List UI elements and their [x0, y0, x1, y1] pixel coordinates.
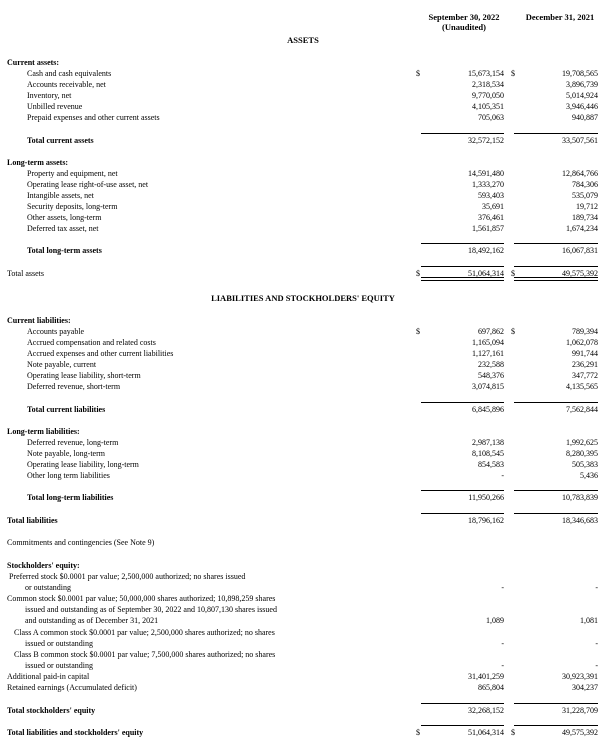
- value-2022: 18,492,162: [468, 246, 504, 255]
- value-2021: 30,923,391: [562, 672, 598, 681]
- value-2021: 4,135,565: [566, 382, 598, 391]
- value-2021: 784,306: [572, 180, 598, 189]
- currency-sign: $: [511, 728, 515, 737]
- table-row-class-a: [0, 627, 606, 649]
- value-2021: 789,394: [572, 327, 598, 336]
- value-2022: 548,376: [478, 371, 504, 380]
- value-2022: 11,950,266: [468, 493, 504, 502]
- longterm-liabilities-heading: [0, 426, 606, 437]
- total-rule: [514, 513, 598, 514]
- value-2022: 6,845,896: [472, 405, 504, 414]
- value-2022: 1,333,270: [472, 180, 504, 189]
- total-rule: [514, 243, 598, 244]
- row-label-cont: issued and outstanding as of September 30, 2022 and 10,807,130 shares issued: [25, 605, 277, 614]
- row-label: Class B common stock $0.0001 par value; 7,500,000 shares authorized; no shares: [14, 650, 276, 659]
- value-2022: 31,401,259: [468, 672, 504, 681]
- value-2022: 1,165,094: [472, 338, 504, 347]
- double-rule: [514, 277, 598, 281]
- row-label-cont: issued or outstanding: [25, 639, 93, 648]
- value-2021: 5,436: [580, 471, 598, 480]
- currency-sign: $: [416, 269, 420, 278]
- table-row-rou-asset: [0, 179, 606, 190]
- value-2022: 2,318,534: [472, 80, 504, 89]
- column-header-dec-2021: [514, 12, 606, 22]
- table-row-class-b: [0, 649, 606, 671]
- table-row-lease-long-term: [0, 459, 606, 470]
- table-row-deferred-revenue-short: [0, 381, 606, 392]
- table-row-total-liabilities: [0, 515, 606, 526]
- value-2022: 2,987,138: [472, 438, 504, 447]
- row-label: Security deposits, long-term: [27, 202, 118, 211]
- row-label: Common stock $0.0001 par value; 50,000,000 shares authorized; 10,898,259 shares: [7, 594, 276, 603]
- table-row-unbilled-revenue: [0, 101, 606, 112]
- row-label: Deferred revenue, long-term: [27, 438, 119, 447]
- table-row-intangible: [0, 190, 606, 201]
- row-label: Total assets: [7, 269, 44, 278]
- value-2021: 304,237: [572, 683, 598, 692]
- value-2022: -: [501, 639, 504, 648]
- row-label: Accounts receivable, net: [27, 80, 106, 89]
- table-row-total-liabilities-equity: [0, 727, 606, 738]
- row-label: Current liabilities:: [7, 316, 71, 325]
- value-2022: 232,588: [478, 360, 504, 369]
- value-2022: 705,063: [478, 113, 504, 122]
- table-row-total-equity: [0, 705, 606, 716]
- column-header-date-1: September 30, 2022: [428, 12, 500, 22]
- row-label: Operating lease liability, long-term: [27, 460, 139, 469]
- table-row-accrued-expenses: [0, 348, 606, 359]
- row-label: Unbilled revenue: [27, 102, 83, 111]
- row-label: Retained earnings (Accumulated deficit): [7, 683, 137, 692]
- currency-sign: $: [511, 327, 515, 336]
- value-2022: 35,691: [482, 202, 504, 211]
- table-row-security-deposits: [0, 201, 606, 212]
- column-header-unaudited: (Unaudited): [442, 22, 486, 32]
- value-2021: 3,896,739: [566, 80, 598, 89]
- row-label: Intangible assets, net: [27, 191, 94, 200]
- row-label: Additional paid-in capital: [7, 672, 90, 681]
- total-rule: [514, 402, 598, 403]
- total-rule: [421, 402, 504, 403]
- value-2022: 32,268,152: [468, 706, 504, 715]
- value-2022: 51,064,314: [468, 269, 504, 278]
- value-2021: 8,280,395: [566, 449, 598, 458]
- table-row-total-current-assets: [0, 135, 606, 146]
- total-rule: [514, 490, 598, 491]
- value-2021: 33,507,561: [562, 136, 598, 145]
- value-2021: 10,783,839: [562, 493, 598, 502]
- value-2021: -: [595, 639, 598, 648]
- row-label: Stockholders' equity:: [7, 561, 80, 570]
- current-assets-heading: [0, 57, 606, 68]
- value-2021: 12,864,766: [562, 169, 598, 178]
- row-label: Total liabilities and stockholders' equity: [7, 728, 144, 737]
- value-2021: 49,575,392: [562, 728, 598, 737]
- value-2021: 991,744: [572, 349, 598, 358]
- value-2021: 3,946,446: [566, 102, 598, 111]
- row-label: Total current assets: [27, 136, 94, 145]
- value-2022: -: [501, 471, 504, 480]
- total-rule: [514, 725, 598, 726]
- row-label: Total long-term assets: [27, 246, 102, 255]
- value-2022: 51,064,314: [468, 728, 504, 737]
- value-2021: -: [595, 661, 598, 670]
- value-2021: 18,346,683: [562, 516, 598, 525]
- double-rule: [421, 277, 504, 281]
- row-label: Accrued expenses and other current liabilities: [27, 349, 174, 358]
- value-2022: 9,770,050: [472, 91, 504, 100]
- table-row-inventory: [0, 90, 606, 101]
- row-label: Deferred tax asset, net: [27, 224, 99, 233]
- currency-sign: $: [416, 69, 420, 78]
- table-row-retained-earnings: [0, 682, 606, 693]
- value-2022: 1,089: [486, 616, 504, 625]
- table-row-apic: [0, 671, 606, 682]
- value-2021: 7,562,844: [566, 405, 598, 414]
- table-row-deferred-tax: [0, 223, 606, 234]
- row-label: Operating lease liability, short-term: [27, 371, 141, 380]
- row-label: Total current liabilities: [27, 405, 106, 414]
- row-label: Accounts payable: [27, 327, 85, 336]
- table-row-total-longterm-liabilities: [0, 492, 606, 503]
- table-row-ppe: [0, 168, 606, 179]
- value-2022: -: [501, 661, 504, 670]
- row-label: Property and equipment, net: [27, 169, 118, 178]
- row-label: Note payable, long-term: [27, 449, 105, 458]
- row-label: Total liabilities: [7, 516, 58, 525]
- table-row-deferred-revenue-long: [0, 437, 606, 448]
- row-label: Other assets, long-term: [27, 213, 102, 222]
- value-2022: 1,127,161: [472, 349, 504, 358]
- value-2021: 1,062,078: [566, 338, 598, 347]
- table-row-note-payable-current: [0, 359, 606, 370]
- value-2022: -: [501, 583, 504, 592]
- table-row-total-assets: [0, 268, 606, 279]
- total-rule: [421, 266, 504, 267]
- value-2021: 16,067,831: [562, 246, 598, 255]
- value-2021: 5,014,924: [566, 91, 598, 100]
- value-2021: 1,674,234: [566, 224, 598, 233]
- row-label: Long-term liabilities:: [7, 427, 80, 436]
- value-2021: 505,383: [572, 460, 598, 469]
- value-2021: 1,081: [580, 616, 598, 625]
- table-row-total-longterm-assets: [0, 245, 606, 256]
- row-label: Prepaid expenses and other current assets: [27, 113, 160, 122]
- value-2021: 31,228,709: [562, 706, 598, 715]
- row-label: Preferred stock $0.0001 par value; 2,500,000 authorized; no shares issued: [9, 572, 246, 581]
- value-2022: 18,796,162: [468, 516, 504, 525]
- value-2021: -: [595, 583, 598, 592]
- value-2022: 3,074,815: [472, 382, 504, 391]
- commitments-note: [0, 537, 606, 548]
- column-header-sep-2022: [414, 12, 514, 32]
- table-row-accounts-payable: [0, 326, 606, 337]
- row-label: Cash and cash equivalents: [27, 69, 112, 78]
- value-2021: 940,887: [572, 113, 598, 122]
- value-2021: 535,079: [572, 191, 598, 200]
- table-row-accrued-compensation: [0, 337, 606, 348]
- row-label: Accrued compensation and related costs: [27, 338, 156, 347]
- value-2022: 14,591,480: [468, 169, 504, 178]
- value-2022: 15,673,154: [468, 69, 504, 78]
- row-label: Total long-term liabilities: [27, 493, 114, 502]
- value-2022: 32,572,152: [468, 136, 504, 145]
- row-label: Deferred revenue, short-term: [27, 382, 121, 391]
- total-rule: [514, 703, 598, 704]
- section-title-liabilities-equity: LIABILITIES AND STOCKHOLDERS' EQUITY: [211, 293, 395, 303]
- row-label-cont: and outstanding as of December 31, 2021: [25, 616, 159, 625]
- row-label: Inventory, net: [27, 91, 72, 100]
- table-row-note-payable-long: [0, 448, 606, 459]
- total-rule: [421, 133, 504, 134]
- value-2021: 19,708,565: [562, 69, 598, 78]
- value-2022: 697,862: [478, 327, 504, 336]
- row-label: Current assets:: [7, 58, 60, 67]
- total-rule: [421, 703, 504, 704]
- currency-sign: $: [416, 728, 420, 737]
- row-label: Other long term liabilities: [27, 471, 110, 480]
- row-label-cont: or outstanding: [25, 583, 71, 592]
- row-label: Class A common stock $0.0001 par value; 2,500,000 shares authorized; no shares: [14, 628, 275, 637]
- value-2021: 1,992,625: [566, 438, 598, 447]
- value-2021: 236,291: [572, 360, 598, 369]
- row-label-cont: issued or outstanding: [25, 661, 93, 670]
- row-label: Operating lease right-of-use asset, net: [27, 180, 149, 189]
- total-rule: [421, 490, 504, 491]
- value-2022: 1,561,857: [472, 224, 504, 233]
- row-label: Total stockholders' equity: [7, 706, 96, 715]
- value-2022: 8,108,545: [472, 449, 504, 458]
- row-label: Commitments and contingencies (See Note 9): [7, 538, 155, 547]
- total-rule: [421, 513, 504, 514]
- value-2022: 865,804: [478, 683, 504, 692]
- value-2022: 854,583: [478, 460, 504, 469]
- current-liabilities-heading: [0, 315, 606, 326]
- total-rule: [514, 266, 598, 267]
- row-label: Long-term assets:: [7, 158, 69, 167]
- table-row-other-long-liabilities: [0, 470, 606, 481]
- equity-heading: [0, 560, 606, 571]
- value-2021: 347,772: [572, 371, 598, 380]
- value-2021: 189,734: [572, 213, 598, 222]
- total-rule: [514, 133, 598, 134]
- table-row-total-current-liabilities: [0, 404, 606, 415]
- total-rule: [421, 243, 504, 244]
- value-2021: 49,575,392: [562, 269, 598, 278]
- table-row-cash: [0, 68, 606, 79]
- value-2022: 593,403: [478, 191, 504, 200]
- longterm-assets-heading: [0, 157, 606, 168]
- table-row-other-assets: [0, 212, 606, 223]
- section-title-assets: ASSETS: [287, 35, 319, 45]
- table-row-lease-short-term: [0, 370, 606, 381]
- table-row-common-stock: [0, 593, 606, 626]
- currency-sign: $: [511, 69, 515, 78]
- currency-sign: $: [416, 327, 420, 336]
- value-2022: 376,461: [478, 213, 504, 222]
- table-row-prepaid: [0, 112, 606, 123]
- total-rule: [421, 725, 504, 726]
- value-2022: 4,105,351: [472, 102, 504, 111]
- column-header-date-2: December 31, 2021: [525, 12, 595, 22]
- table-row-preferred-stock: [0, 571, 606, 593]
- value-2021: 19,712: [576, 202, 598, 211]
- row-label: Note payable, current: [27, 360, 97, 369]
- table-row-accounts-receivable: [0, 79, 606, 90]
- currency-sign: $: [511, 269, 515, 278]
